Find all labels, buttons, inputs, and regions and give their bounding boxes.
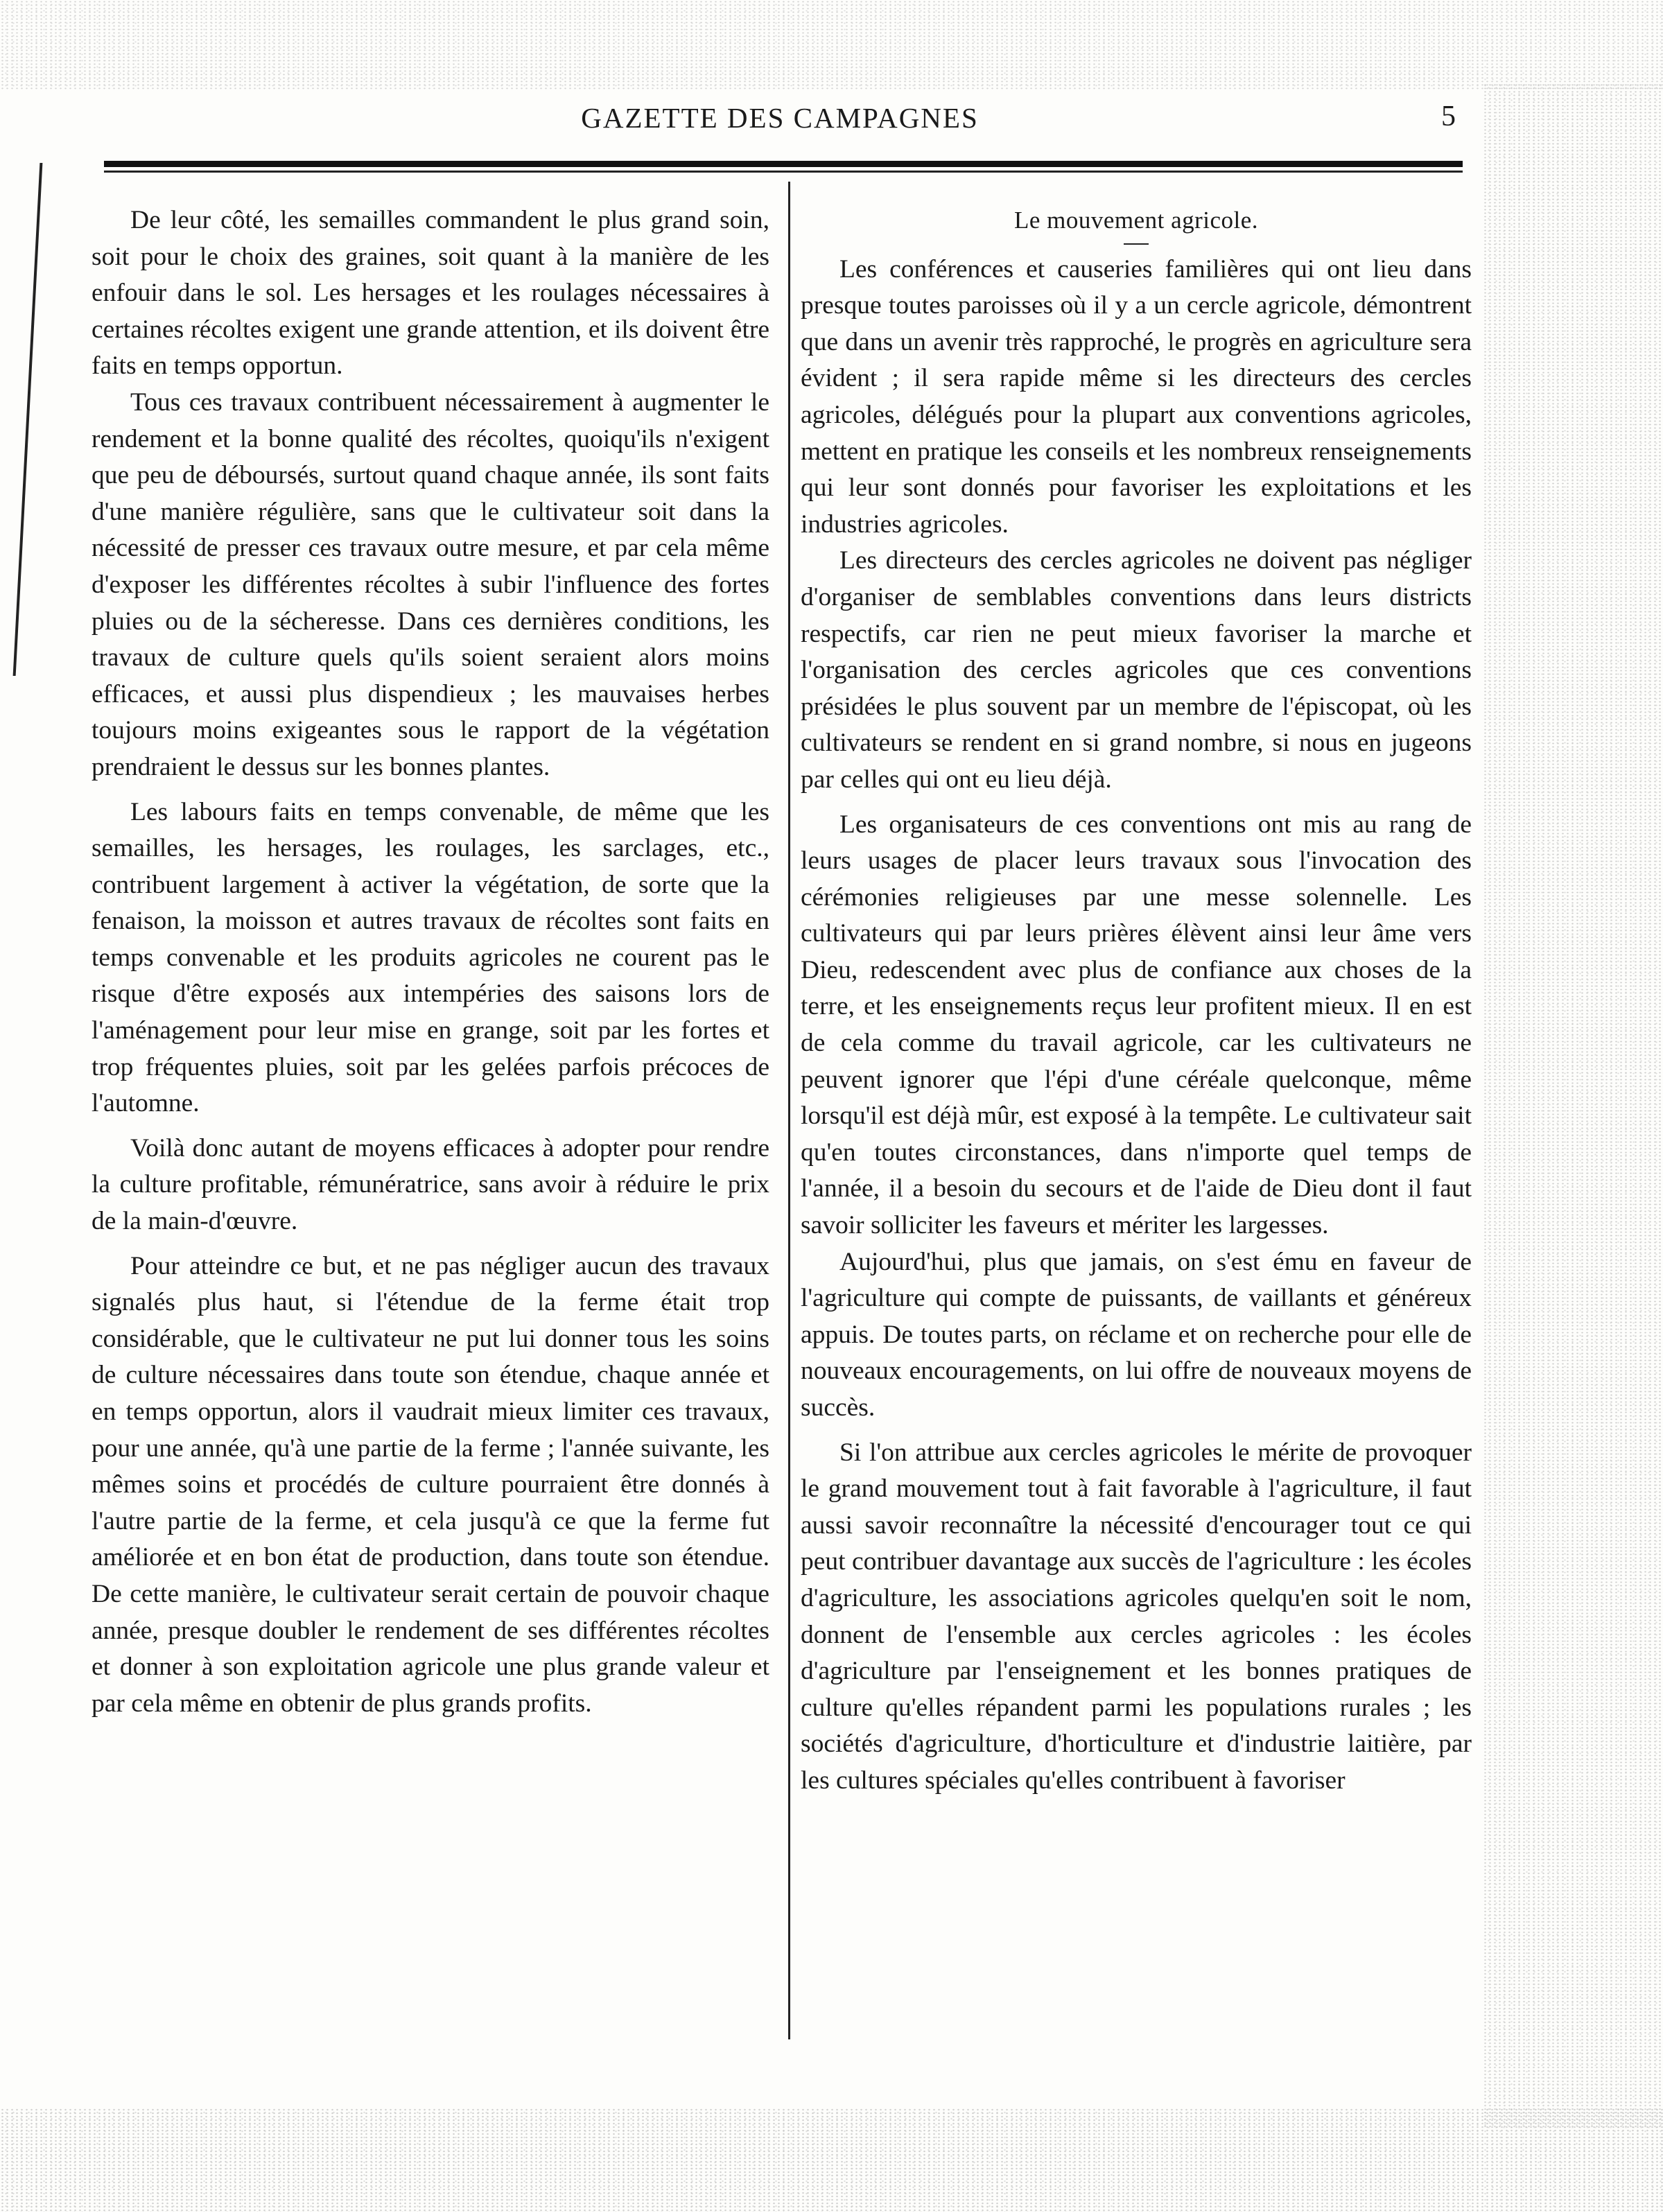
left-paragraph: Voilà donc autant de moyens efficaces à adopter pour rendre la culture profitable, rémunératrice, sans avoir à réduire le prix de la main-d'œuvre. bbox=[92, 1133, 769, 1236]
left-paragraph: Tous ces travaux contribuent nécessairement à augmenter le rendement et la bonne qualité des récoltes, quoiqu'ils n'exigent que peu de déboursés, surtout quand chaque année, ils sont faits d'une manière régulière, sans que le cultivateur soit dans la nécessité de presser ces travaux outre mesure, et par cela même d'exposer les différentes récoltes à subir l'influence des fortes pluies ou de la sécheresse. Dans ces dernières conditions, les travaux de culture quels qu'ils soient seraient alors moins efficaces, et aussi plus dispendieux ; les mauvaises herbes toujours moins exigeantes sous le rapport de la végétation prendraient le dessus sur les bonnes plantes. bbox=[92, 387, 769, 781]
print-noise-bottom bbox=[0, 2108, 1663, 2212]
right-paragraph: Aujourd'hui, plus que jamais, on s'est ému en faveur de l'agriculture qui compte de puissants, de vaillants et généreux appuis. De toutes parts, on réclame et on recherche pour elle de nouveaux encouragements, on lui offre de nouveaux moyens de succès. bbox=[801, 1247, 1472, 1422]
right-paragraph: Les directeurs des cercles agricoles ne doivent pas négliger d'organiser de semblables conventions dans leurs districts respectifs, car rien ne peut mieux favoriser la marche et l'organisation des cercles agricoles que ces conventions présidées le plus souvent par un membre de l'épiscopat, où les cultivateurs se rendent en si grand nombre, si nous en jugeons par celles qui ont eu lieu déjà. bbox=[801, 546, 1472, 794]
masthead bbox=[104, 97, 1456, 146]
margin-mark bbox=[13, 163, 64, 676]
header-rule-thick bbox=[104, 161, 1463, 167]
left-paragraph: De leur côté, les semailles commandent le plus grand soin, soit pour le choix des graines, soit quant à la manière de les enfouir dans le sol. Les hersages et les roulages nécessaires à certaines récoltes exigent une grande attention, et ils doivent être faits en temps opportun. bbox=[92, 206, 769, 381]
page-number: 5 bbox=[1441, 101, 1456, 132]
right-column bbox=[801, 202, 1472, 1800]
left-paragraph: Pour atteindre ce but, et ne pas négliger aucun des travaux signalés plus haut, si l'étendue de la ferme était trop considérable, que le cultivateur ne put lui donner tous les soins de culture nécessaires dans toute son étendue, chaque année et en temps opportun, alors il vaudrait mieux limiter ces travaux, pour une année, qu'à une partie de la ferme ; l'année suivante, les mêmes soins et procédés de culture pourraient être donnés à l'autre partie de la ferme, et cela jusqu'à ce que la ferme fut améliorée et en bon état de production, dans toute son étendue. De cette manière, le cultivateur serait certain de pouvoir chaque année, presque doubler le rendement de ses différentes récoltes et donner à son exploitation agricole une plus grande valeur et par cela même en obtenir de plus grands profits. bbox=[92, 1251, 769, 1718]
column-divider bbox=[788, 182, 790, 2039]
left-paragraph: Les labours faits en temps convenable, de même que les semailles, les hersages, les roulages, les sarclages, etc., contribuent largement à activer la végétation, de sorte que la fenaison, la moisson et autres travaux de récoltes sont faits en temps convenable et les produits agricoles ne courent pas le risque d'être exposés aux intempéries des saisons lors de l'aménagement pour leur mise en grange, soit par les fortes et trop fréquentes pluies, soit par les gelées parfois précoces de l'automne. bbox=[92, 797, 769, 1118]
newspaper-title: GAZETTE DES CAMPAGNES bbox=[581, 102, 979, 134]
right-paragraph: Si l'on attribue aux cercles agricoles le mérite de provoquer le grand mouvement tout à fait favorable à l'agriculture, il faut aussi savoir reconnaître la nécessité d'encourager tout ce qui peut contribuer davantage aux succès de l'agriculture : les écoles d'agriculture, les associations agricoles quelqu'en soit le nom, donnent de l'ensemble aux cercles agricoles : les écoles d'agriculture par l'enseignement et les bonnes pratiques de culture qu'elles répandent parmi les populations rurales ; les sociétés d'agriculture, d'horticulture et d'industrie laitière, par les cultures spéciales qu'elles contribuent à favoriser bbox=[801, 1438, 1472, 1795]
section-title-rule bbox=[1124, 243, 1149, 245]
print-noise-top bbox=[0, 0, 1663, 90]
print-noise-right bbox=[1483, 83, 1663, 2128]
right-paragraph: Les organisateurs de ces conventions ont mis au rang de leurs usages de placer leurs travaux sous l'invocation des cérémonies religieuses par une messe solennelle. Les cultivateurs qui par leurs prières élèvent ainsi leur âme vers Dieu, redescendent avec plus de confiance aux choses de la terre, et les enseignements reçus leur profitent mieux. Il en est de cela comme du travail agricole, car les cultivateurs ne peuvent ignorer que l'épi d'une céréale quelconque, même lorsqu'il est déjà mûr, est exposé à la tempête. Le cultivateur sait qu'en toutes circonstances, dans n'importe quel temps de l'année, il a besoin du secours et de l'aide de Dieu dont il faut savoir solliciter les faveurs et mériter les largesses. bbox=[801, 810, 1472, 1240]
header-rule-thin bbox=[104, 171, 1463, 173]
right-paragraph: Les conférences et causeries familières qui ont lieu dans presque toutes paroisses où il y a un cercle agricole, démontrent que dans un avenir très rapproché, le progrès en agriculture sera évident ; il sera rapide même si les directeurs des cercles agricoles, délégués pour la plupart aux conventions agricoles, mettent en pratique les conseils et les nombreux renseignements qui leur sont donnés pour favoriser les exploitations et les industries agricoles. bbox=[801, 254, 1472, 539]
section-title: Le mouvement agricole. bbox=[1013, 207, 1259, 234]
left-column bbox=[92, 202, 769, 1722]
